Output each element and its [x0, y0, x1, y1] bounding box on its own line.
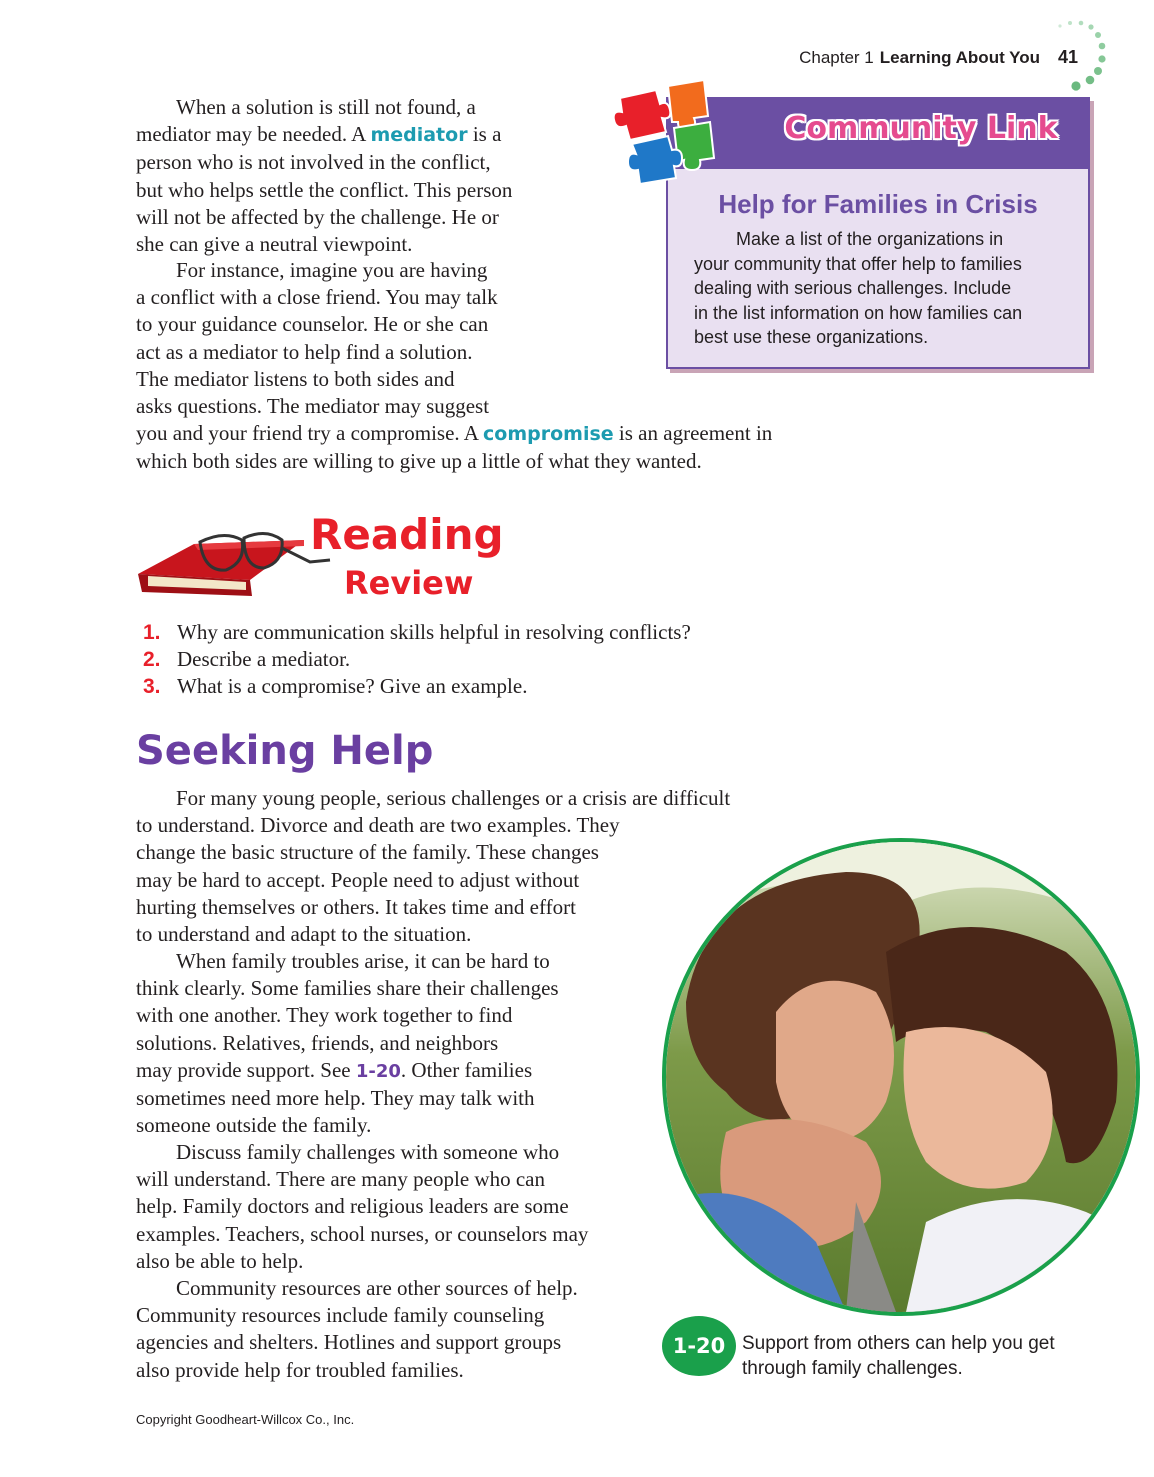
intro-paragraph-1: When a solution is still not found, a mediator may be needed. A mediator is a person who is not involved in the conflict, but who helps settle the conflict. This person will not be affected by the challenge. He or she can give a neutral viewpoint.: [136, 95, 513, 257]
book-and-glasses-icon: [134, 518, 334, 598]
figure-caption: Support from others can help you get through family challenges.: [742, 1333, 1055, 1379]
figure-photo: [662, 838, 1140, 1316]
running-header: [700, 48, 1040, 68]
page-number: 41: [1058, 47, 1079, 67]
reading-review-title: Reading: [310, 510, 504, 559]
copyright-footer: Copyright Goodheart-Willcox Co., Inc.: [136, 1412, 355, 1427]
chapter-title: Learning About You: [879, 48, 1040, 67]
decorative-dots-icon: [1030, 18, 1120, 98]
list-item: 3. What is a compromise? Give an example.: [143, 674, 528, 698]
review-questions: [143, 619, 691, 700]
seeking-help-paragraph-3: Discuss family challenges with someone who will understand. There are many people who can help. Family doctors and religious leaders are some examples. Teachers, school nurses, or counselors may also be able to help.: [136, 1140, 589, 1273]
intro-paragraph-2: For instance, imagine you are having a conflict with a close friend. You may talk to your guidance counselor. He or she can act as a mediator to help find a solution. The mediator listens to both sides and asks questions. The mediator may suggest you and your friend try a compromise. A compromise is an agreement in which both sides are willing to give up a little of what they wanted.: [136, 258, 773, 474]
two-girls-photo-illustration: [666, 842, 1136, 1312]
list-item: 1. Why are communication skills helpful in resolving conflicts?: [143, 620, 691, 644]
list-item: 2. Describe a mediator.: [143, 647, 351, 671]
reading-review-subtitle: Review: [344, 564, 474, 602]
seeking-help-paragraph-4: Community resources are other sources of help. Community resources include family counseling agencies and shelters. Hotlines and support groups also provide help for troubled families.: [136, 1276, 578, 1382]
keyword-compromise: compromise: [483, 423, 614, 446]
community-link-label: Community Link: [784, 111, 1058, 146]
figure-reference-link[interactable]: 1-20: [355, 1060, 401, 1082]
chapter-label: Chapter 1: [799, 48, 874, 67]
seeking-help-paragraph-1: For many young people, serious challenges or a crisis are difficult to understand. Divorce and death are two examples. They change the basic structure of the family. These changes may be hard to accept. People need to adjust without hurting themselves or others. It takes time and effort to understand and adapt to the situation.: [136, 786, 731, 947]
section-heading: Seeking Help: [136, 728, 434, 774]
seeking-help-paragraph-2: When family troubles arise, it can be hard to think clearly. Some families share their challenges with one another. They work together to find solutions. Relatives, friends, and neighbors may provide support. See 1-20. Other families sometimes need more help. They may talk with someone outside the family.: [136, 949, 559, 1138]
community-link-text: Make a list of the organizations in your community that offer help to families dealing with serious challenges. Include in the list information on how families can best use these organizations.: [694, 229, 1023, 347]
puzzle-pieces-icon: [612, 78, 730, 186]
community-link-heading: Help for Families in Crisis: [718, 189, 1038, 219]
keyword-mediator: mediator: [370, 124, 468, 147]
figure-number-badge: 1-20: [662, 1316, 736, 1376]
